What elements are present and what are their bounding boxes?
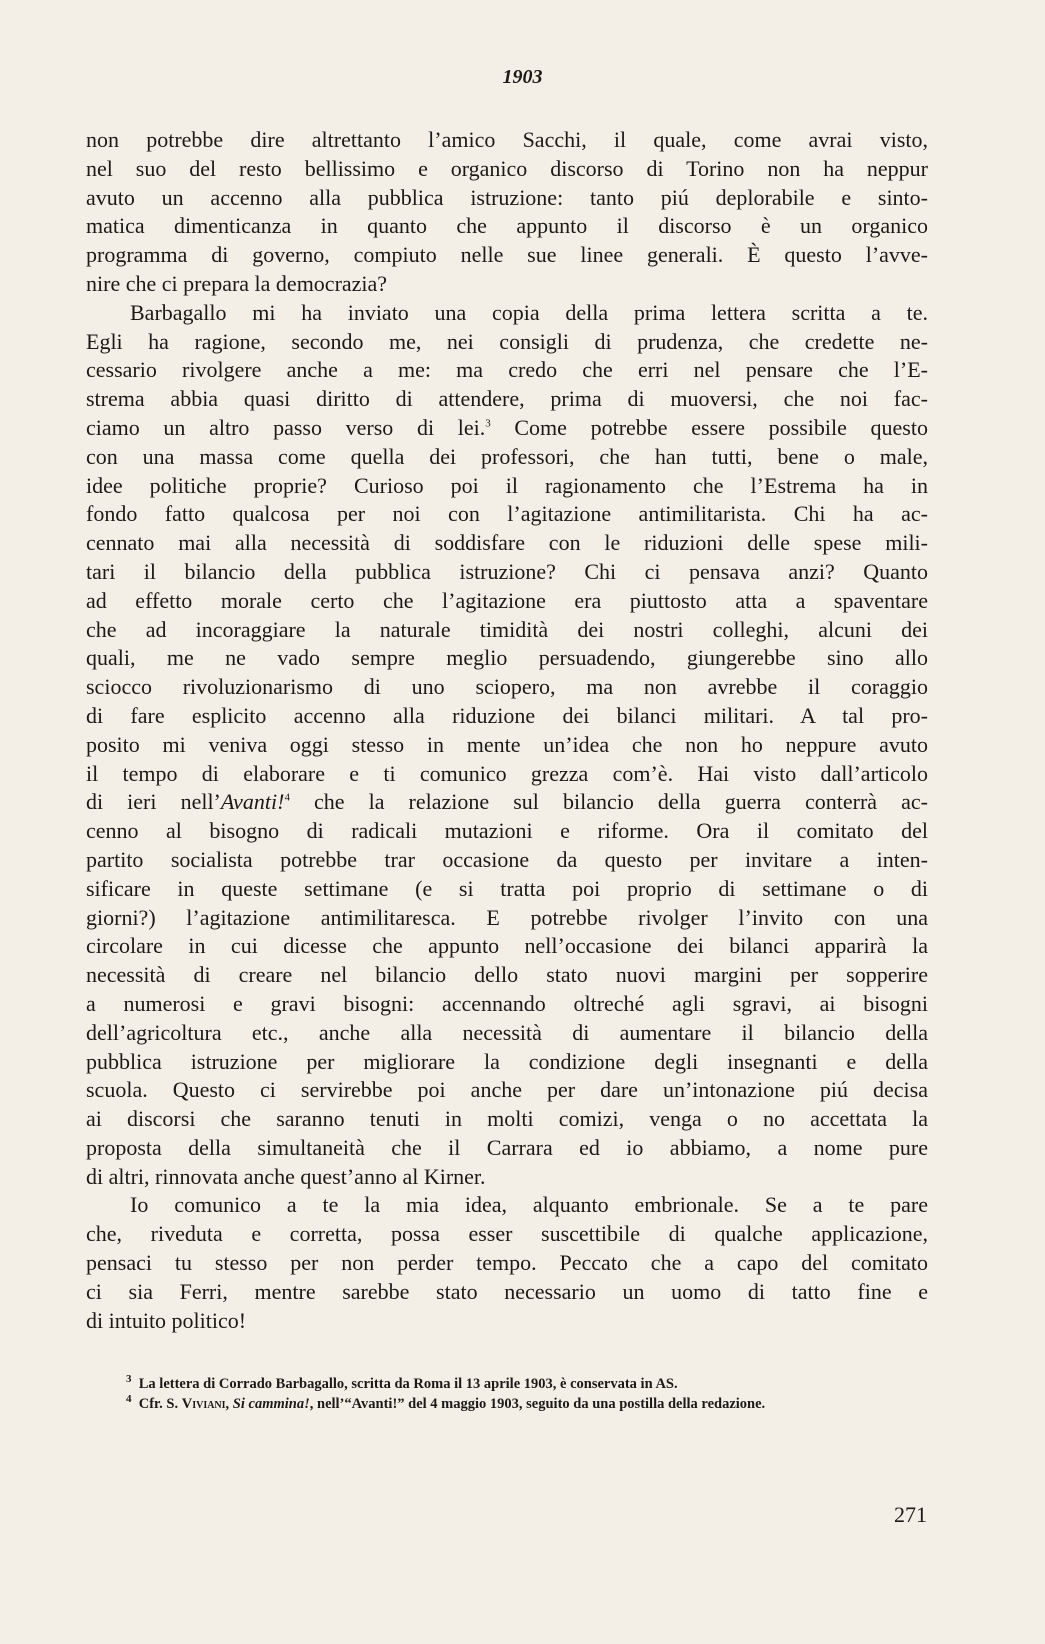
- footnote-4: [86, 1394, 928, 1414]
- text-line: ci sia Ferri, mentre sarebbe stato necessario un uomo di tatto fine e: [86, 1278, 928, 1304]
- footnote-article-title: Si cammina!: [232, 1396, 310, 1412]
- footnote-text: ,: [225, 1396, 233, 1412]
- footnotes: [86, 1374, 928, 1414]
- text-line: sificare in queste settimane (e si tratta poi proprio di settimane o di: [86, 875, 928, 901]
- text-line: di intuito politico!: [86, 1307, 247, 1333]
- text-line: scuola. Questo ci servirebbe poi anche per dare un’intonazione piú decisa: [86, 1077, 928, 1103]
- text-line: fondo fatto qualcosa per noi con l’agitazione antimilitarista. Chi ha ac-: [86, 501, 928, 527]
- text-line: non potrebbe dire altrettanto l’amico Sacchi, il quale, come avrai visto,: [86, 127, 928, 152]
- text-fragment: Come potrebbe essere possibile questo: [490, 414, 928, 440]
- text-line: cenno al bisogno di radicali mutazioni e riforme. Ora il comitato del: [86, 818, 928, 844]
- text-line: avuto un accenno alla pubblica istruzione: tanto piú deplorabile e sinto-: [86, 184, 928, 210]
- text-line: pensaci tu stesso per non perder tempo. Peccato che a capo del comitato: [86, 1250, 928, 1276]
- text-line: programma di governo, compiuto nelle sue linee generali. È questo l’avve-: [86, 242, 928, 268]
- text-line: il tempo di elaborare e ti comunico grezza com’è. Hai visto dall’articolo: [86, 760, 928, 786]
- text-line: di fare esplicito accenno alla riduzione dei bilanci militari. A tal pro-: [86, 702, 928, 728]
- text-line: circolare in cui dicesse che appunto nell’occasione dei bilanci apparirà la: [86, 933, 928, 959]
- running-title: 1903: [502, 66, 543, 88]
- text-line: partito socialista potrebbe trar occasione da questo per invitare a inten-: [86, 846, 928, 872]
- text-line: dell’agricoltura etc., anche alla necessità di aumentare il bilancio della: [86, 1019, 928, 1045]
- text-fragment: ciamo un altro passo verso di lei.: [86, 414, 486, 440]
- text-fragment: che la relazione sul bilancio della guerra conterrà ac-: [289, 789, 928, 815]
- text-line: nire che ci prepara la democrazia?: [86, 270, 388, 296]
- text-fragment: di ieri nell’: [86, 789, 221, 815]
- footnote-text: , nell’“Avanti!” del 4 maggio 1903, seguito da una postilla della redazione.: [309, 1396, 766, 1412]
- text-line: necessità di creare nel bilancio dello stato nuovi margini per sopperire: [86, 962, 928, 988]
- text-line: matica dimenticanza in quanto che appunto il discorso è un organico: [86, 213, 928, 239]
- text-line: con una massa come quella dei professori, che han tutti, bene o male,: [86, 443, 928, 469]
- text-line: cessario rivolgere anche a me: ma credo che erri nel pensare che l’E-: [86, 357, 928, 383]
- footnote-text: La lettera di Corrado Barbagallo, scritta da Roma il 13 aprile 1903, è conservata in AS.: [138, 1376, 678, 1392]
- text-line: strema abbia quasi diritto di attendere, prima di muoversi, che noi fac-: [86, 386, 928, 412]
- text-line: quali, me ne vado sempre meglio persuadendo, giungerebbe sino allo: [86, 645, 928, 671]
- footnote-ref-4[interactable]: 4: [284, 792, 290, 804]
- footnote-author: Viviani: [181, 1396, 226, 1412]
- text-line: pubblica istruzione per migliorare la condizione degli insegnanti e della: [86, 1048, 928, 1074]
- text-line: a numerosi e gravi bisogni: accennando oltreché agli sgravi, ai bisogni: [86, 990, 928, 1016]
- page-number: 271: [894, 1502, 927, 1527]
- footnote-marker: 4: [126, 1393, 132, 1406]
- text-line: [86, 414, 928, 443]
- body-text: [86, 126, 928, 1335]
- text-line: che, riveduta e corretta, possa esser suscettibile di qualche applicazione,: [86, 1221, 928, 1247]
- paragraph-1: [86, 126, 928, 299]
- newspaper-title: Avanti!: [220, 789, 285, 815]
- text-line: ad effetto morale certo che l’agitazione era piuttosto atta a spaventare: [86, 587, 928, 613]
- footnote-ref-3[interactable]: 3: [485, 417, 491, 430]
- text-line: Egli ha ragione, secondo me, nei consigli di prudenza, che credette ne-: [86, 328, 928, 354]
- text-line: che ad incoraggiare la naturale timidità dei nostri colleghi, alcuni dei: [86, 616, 928, 642]
- text-line: tari il bilancio della pubblica istruzione? Chi ci pensava anzi? Quanto: [86, 558, 928, 584]
- text-line: ai discorsi che saranno tenuti in molti comizi, venga o no accettata la: [86, 1106, 928, 1132]
- text-line: di altri, rinnovata anche quest’anno al Kirner.: [86, 1163, 486, 1189]
- text-line: proposta della simultaneità che il Carrara ed io abbiamo, a nome pure: [86, 1134, 928, 1160]
- text-line: giorni?) l’agitazione antimilitaresca. E potrebbe rivolger l’invito con una: [86, 904, 928, 930]
- footnote-3: [86, 1374, 928, 1394]
- text-line: Barbagallo mi ha inviato una copia della prima lettera scritta a te.: [130, 299, 928, 325]
- paragraph-2: [86, 299, 928, 1192]
- text-line: Io comunico a te la mia idea, alquanto embrionale. Se a te pare: [130, 1192, 928, 1218]
- paragraph-3: [86, 1191, 928, 1335]
- text-line: cennato mai alla necessità di soddisfare con le riduzioni delle spese mili-: [86, 530, 928, 556]
- text-line: sciocco rivoluzionarismo di uno sciopero, ma non avrebbe il coraggio: [86, 674, 928, 700]
- text-line: nel suo del resto bellissimo e organico discorso di Torino non ha neppur: [86, 155, 928, 181]
- footnote-marker: 3: [126, 1373, 132, 1386]
- text-line: [86, 788, 928, 817]
- footnote-text: Cfr. S.: [138, 1396, 182, 1412]
- text-line: posito mi veniva oggi stesso in mente un’idea che non ho neppure avuto: [86, 731, 928, 757]
- text-line: idee politiche proprie? Curioso poi il ragionamento che l’Estrema ha in: [86, 472, 928, 498]
